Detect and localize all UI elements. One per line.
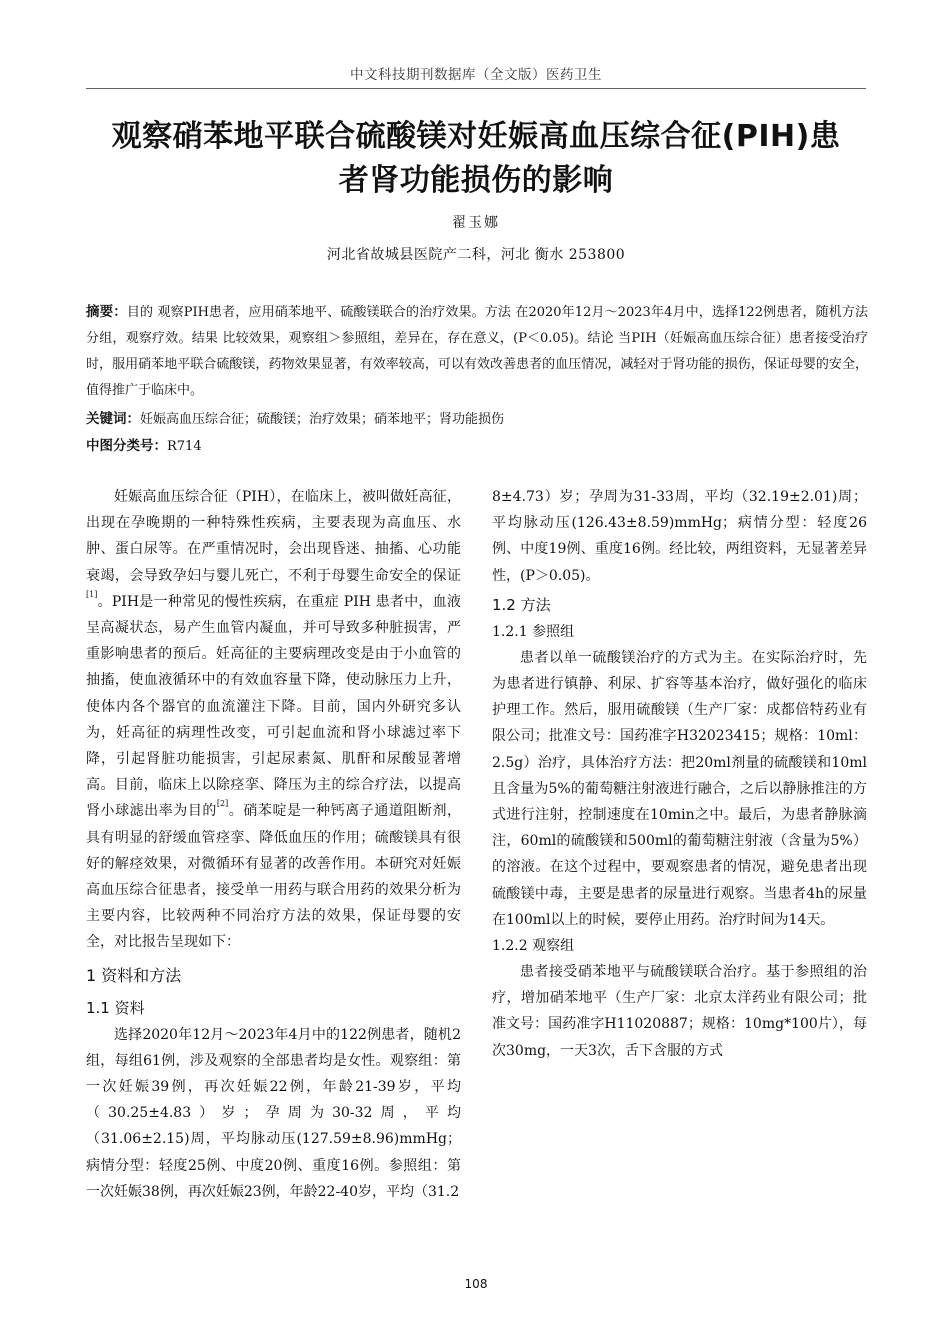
author-name: 翟玉娜 xyxy=(452,215,500,231)
title-line-2: 者肾功能损伤的影响 xyxy=(338,163,614,198)
citation-2: [2] xyxy=(216,799,229,809)
citation-1: [1] xyxy=(86,589,98,599)
section-1-2-2-text: 患者接受硝苯地平与硫酸镁联合治疗。基于参照组的治疗，增加硝苯地平（生产厂家：北京太洋药业有限公司；批准文号：国药准字H11020887；规格：10mg*100片），每次30mg，一天3次，舌下含服的方式 xyxy=(492,964,867,1059)
section-1-2-1-heading: 1.2.1 参照组 xyxy=(492,623,575,640)
intro-text-2: 。PIH是一种常见的慢性疾病，在重症 PIH 患者中，血液呈高凝状态，易产生血管内凝血，并可导致多种脏损害，严重影响患者的预后。妊高征的主要病理改变是由于小血管的抽搐，使血液循环中的有效血容量下降，使动脉压力上升，使体内各个器官的血流灌注下降。目前，国内外研究多认为，妊高征的病理性改变，可引起血流和肾小球滤过率下降，引起肾脏功能损害，引起尿素氮、肌酐和尿酸显著增高。目前，临床上以除痉挛、降压为主的综合疗法，以提高肾小球滤出率为目的 xyxy=(86,593,461,820)
abstract xyxy=(86,299,868,404)
intro-text-1: 妊娠高血压综合征（PIH），在临床上，被叫做妊高征，出现在孕晚期的一种特殊性疾病，主要表现为高血压、水肿、蛋白尿等。在严重情况时，会出现昏迷、抽搐、心功能衰竭，会导致孕妇与婴儿死亡，不利于母婴生命安全的保证 xyxy=(86,489,461,584)
section-1-2-heading: 1.2 方法 xyxy=(492,595,551,614)
keywords-label: 关键词： xyxy=(86,411,140,427)
section-1-1-text-continued: 8±4.73）岁；孕周为31-33周，平均（32.19±2.01)周；平均脉动压(126.43±8.59)mmHg；病情分型：轻度26例、中度19例、重度16例。经比较，两组资料，无显著差异性，(P＞0.05)。 xyxy=(492,489,867,584)
abstract-label: 摘要： xyxy=(86,304,127,320)
author-affiliation: 河北省故城县医院产二科，河北 衡水 253800 xyxy=(326,247,626,263)
section-1-heading: 1 资料和方法 xyxy=(86,965,182,985)
header-rule xyxy=(86,88,866,89)
intro-text-3: 。硝苯啶是一种钙离子通道阻断剂，具有明显的舒缓血管痉挛、降低血压的作用；硫酸镁具有很好的解痉效果，对微循环有显著的改善作用。本研究对妊娠高血压综合征患者，接受单一用药与联合用药的效果分析为主要内容，比较两种不同治疗方法的效果，保证母婴的安全，对比报告呈现如下： xyxy=(86,803,462,951)
journal-running-header: 中文科技期刊数据库（全文版）医药卫生 xyxy=(350,67,602,83)
section-1-2-2-heading: 1.2.2 观察组 xyxy=(492,938,575,955)
article-title xyxy=(86,115,866,203)
body-column-left xyxy=(86,484,461,1205)
section-1-1-text: 选择2020年12月～2023年4月中的122例患者，随机2组，每组61例，涉及观察的全部患者均是女性。观察组：第一次妊娠39例，再次妊娠22例，年龄21-39岁，平均（30.25±4.83）岁；孕周为30-32周，平均（31.06±2.15)周，平均脉动压(127.59±8.96)mmHg；病情分型：轻度25例、中度20例、重度16例。参照组：第一次妊娠38例，再次妊娠23例，年龄22-40岁，平均（31.2 xyxy=(86,1026,461,1200)
classification-label: 中图分类号： xyxy=(86,438,167,454)
title-line-1: 观察硝苯地平联合硫酸镁对妊娠高血压综合征(PIH)患 xyxy=(111,119,841,154)
page-number: 108 xyxy=(464,1277,488,1291)
section-1-2-1-text: 患者以单一硫酸镁治疗的方式为主。在实际治疗时，先为患者进行镇静、利尿、扩容等基本治疗，做好强化的临床护理工作。然后，服用硫酸镁（生产厂家：成都倍特药业有限公司；批准文号：国药准字H32023415；规格：10ml：2.5g）治疗，具体治疗方法：把20ml剂量的硫酸镁和10ml且含量为5%的葡萄糖注射液进行融合，之后以静脉推注的方式进行注射，控制速度在10min之中。最后，为患者静脉滴注，60ml的硫酸镁和500ml的葡萄糖注射液（含量为5%）的溶液。在这个过程中，要观察患者的情况，避免患者出现硫酸镁中毒，主要是患者的尿量进行观察。当患者4h的尿量在100ml以上的时候，要停止用药。治疗时间为14天。 xyxy=(492,649,867,928)
article-meta xyxy=(86,299,868,460)
classification-code: R714 xyxy=(167,439,202,454)
classification xyxy=(86,433,868,460)
keywords xyxy=(86,406,868,433)
keywords-text: 妊娠高血压综合征；硫酸镁；治疗效果；硝苯地平；肾功能损伤 xyxy=(140,412,505,427)
body-column-right xyxy=(492,484,867,1064)
intro-paragraph xyxy=(86,484,461,956)
abstract-text: 目的 观察PIH患者，应用硝苯地平、硫酸镁联合的治疗效果。方法 在2020年12月～2023年4月中，选择122例患者，随机方法分组，观察疗效。结果 比较效果，观察组＞参照组，差异在，存在意义，(P＜0.05)。结论 当PIH（妊娠高血压综合征）患者接受治疗时，服用硝苯地平联合硫酸镁，药物效果显著，有效率较高，可以有效改善患者的血压情况，减轻对于肾功能的损伤，保证母婴的安全，值得推广于临床中。 xyxy=(86,305,869,398)
section-1-1-heading: 1.1 资料 xyxy=(86,998,145,1017)
